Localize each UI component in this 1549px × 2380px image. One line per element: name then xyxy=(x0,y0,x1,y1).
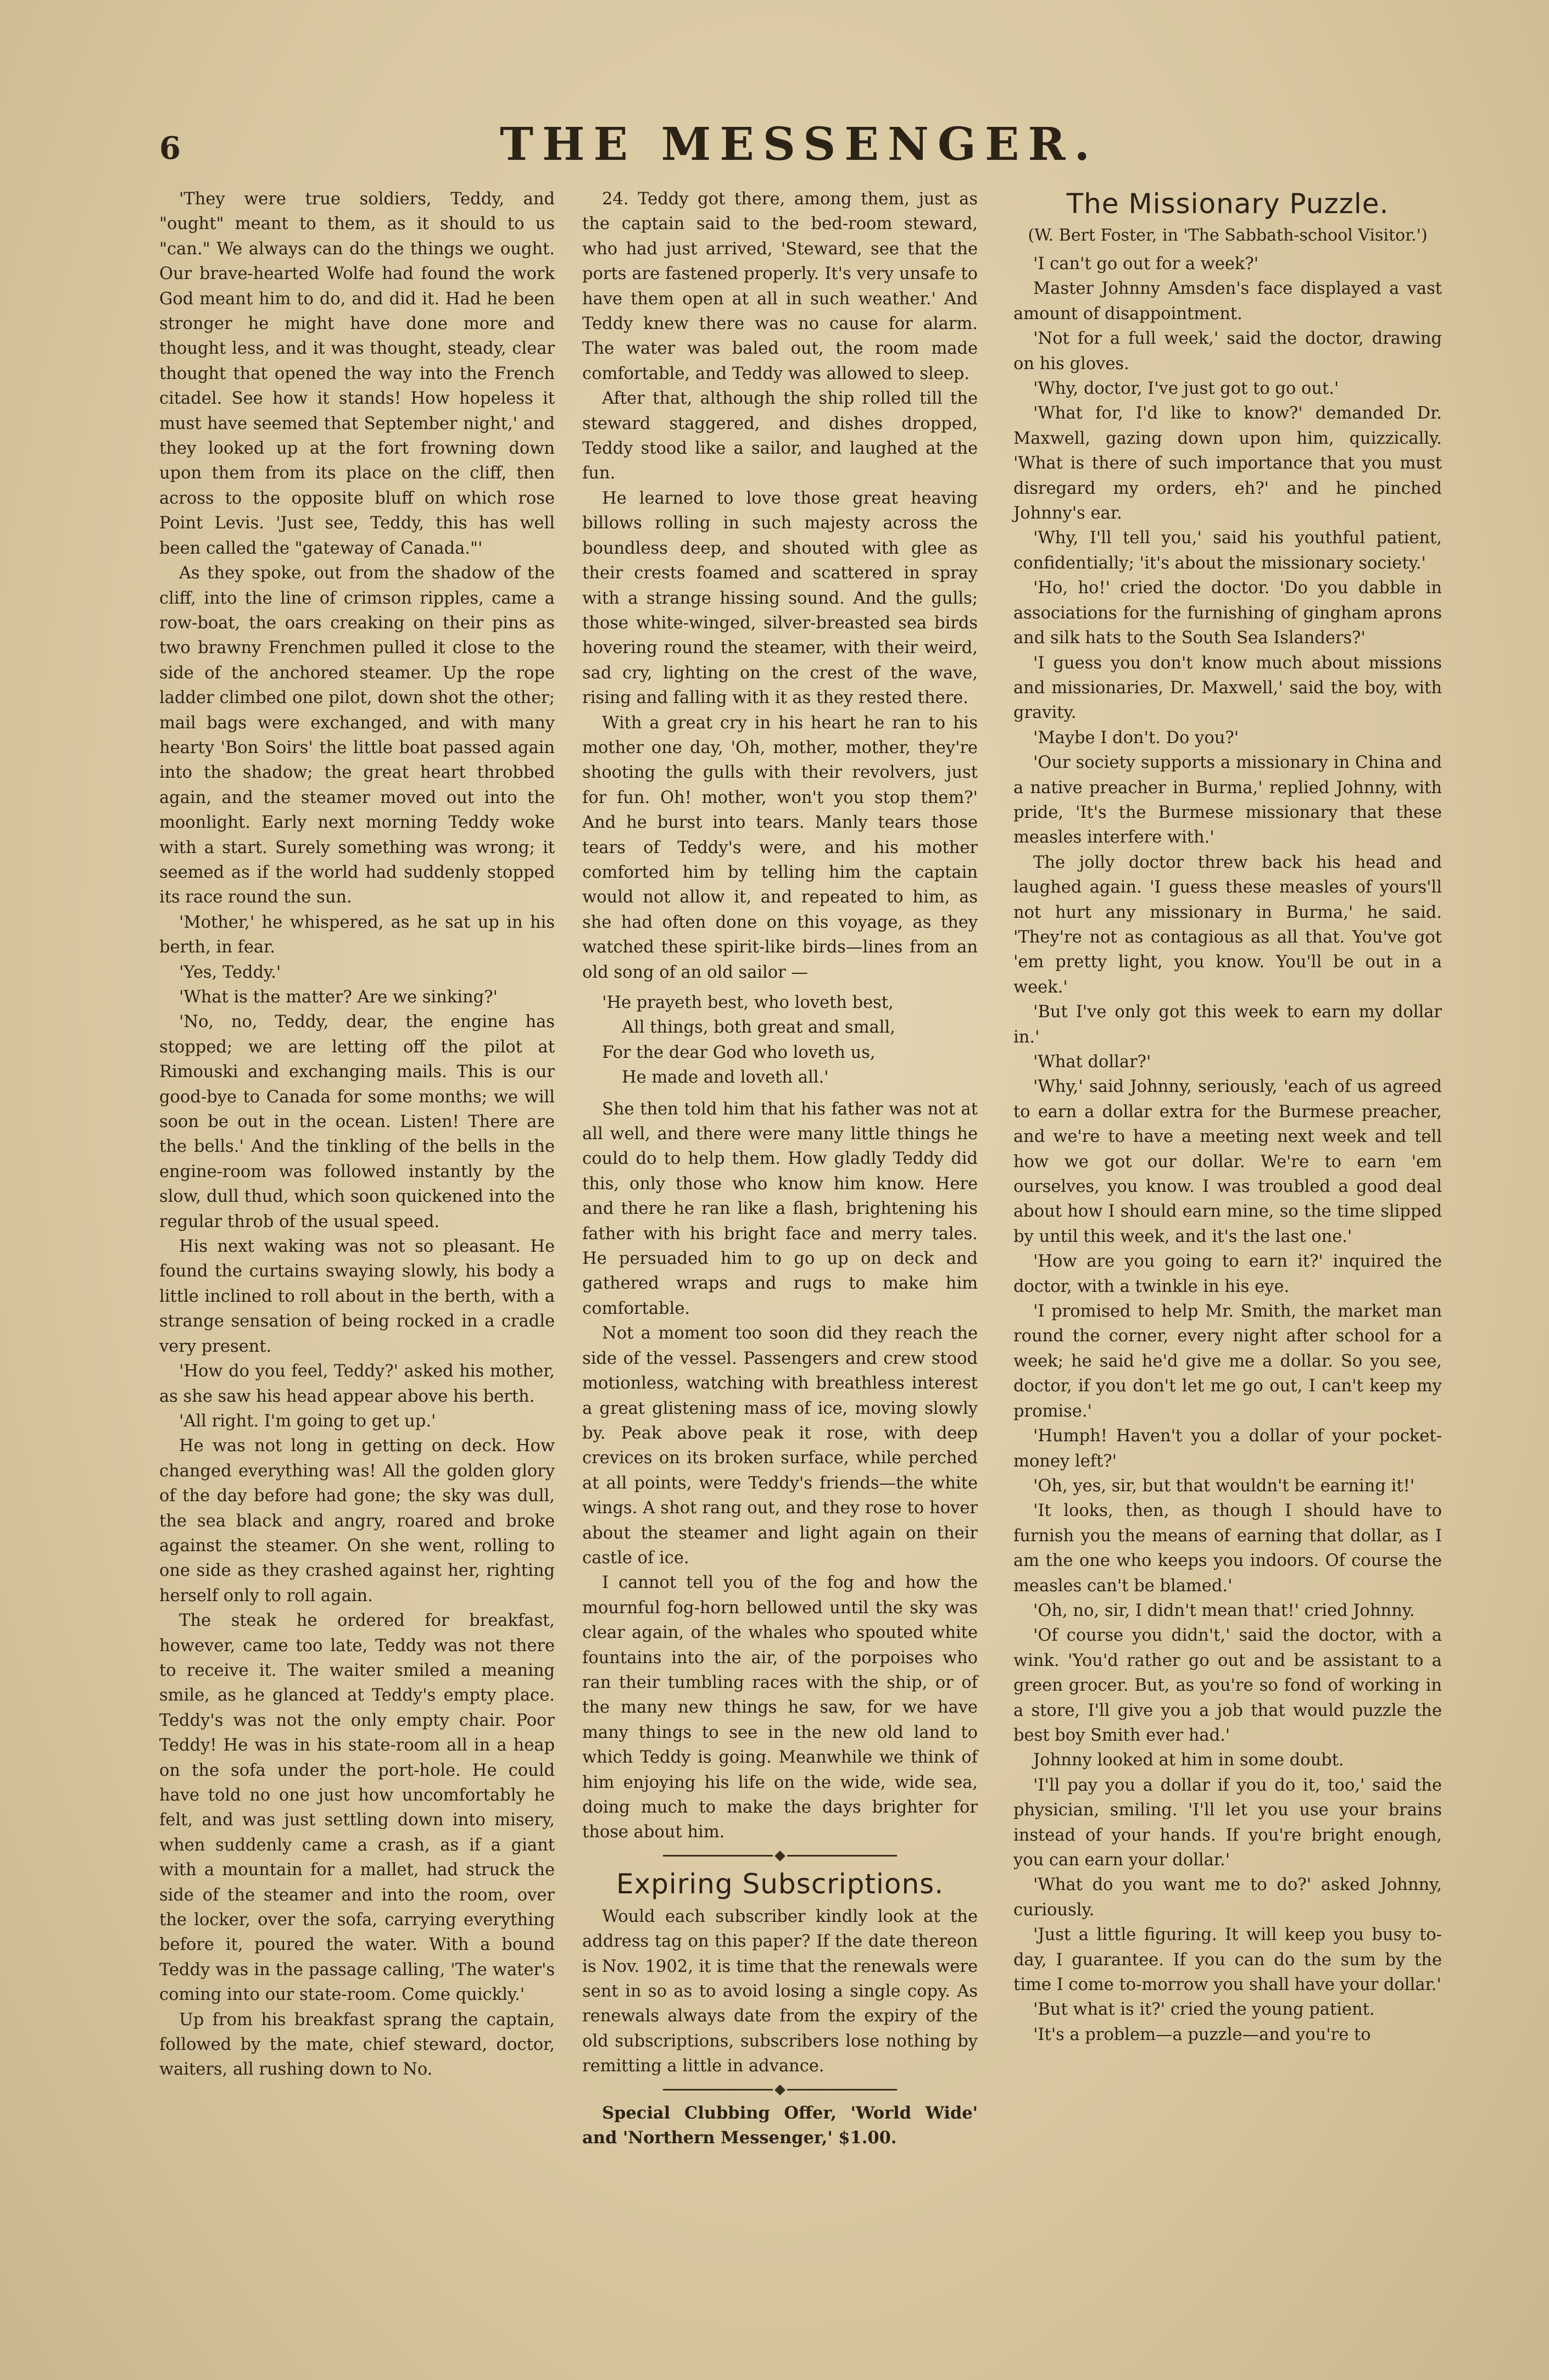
paragraph: 'What do you want me to do?' asked Johnny, curiously. xyxy=(1013,1875,1442,1920)
section-title: Expiring Subscriptions. xyxy=(616,1868,944,1900)
column-1 xyxy=(159,187,555,2082)
paragraph: His next waking was not so pleasant. He found the curtains swaying slowly, his body a little inclined to roll about in the berth, with a strange sensation of being rocked in a cradle very present. xyxy=(159,1237,555,1356)
paragraph: 'What for, I'd like to know?' demanded Dr. Maxwell, gazing down upon him, quizzically. 'What is there of such importance that you must disregard my orders, eh?' and he pinched Johnny's ear. xyxy=(1013,404,1442,523)
paragraph: 'Yes, Teddy.' xyxy=(179,962,281,982)
paragraph: 'It's a problem—a puzzle—and you're to xyxy=(1033,2025,1371,2044)
article-byline: (W. Bert Foster, in 'The Sabbath-school Visitor.') xyxy=(1028,226,1428,245)
paragraph: 'I can't go out for a week?' xyxy=(1033,254,1259,274)
paragraph: As they spoke, out from the shadow of the cliff, into the line of crimson ripples, came a row-boat, the oars creaking on their pins as two brawny Frenchmen pulled it close to the side of the anchored steamer. Up the rope ladder climbed one pilot, down shot the other; mail bags were exchanged, and with many hearty 'Bon Soirs' the little boat passed again into the shadow; the great heart throbbed again, and the steamer moved out into the moonlight. Early next morning Teddy woke with a start. Surely something was wrong; it seemed as if the world had suddenly stopped its race round the sun. xyxy=(159,564,555,907)
page-number: 6 xyxy=(159,130,181,166)
page-header xyxy=(159,118,1439,179)
ornamental-rule xyxy=(582,2079,978,2101)
paragraph: 'Why,' said Johnny, seriously, 'each of us agreed to earn a dollar extra for the Burmese preacher, and we're to have a meeting next week and tell how we got our dollar. We're to earn 'em ourselves, you know. I was troubled a good deal about how I should earn mine, so the time slipped by until this week, and it's the last one.' xyxy=(1013,1077,1442,1246)
paragraph: 'How do you feel, Teddy?' asked his mother, as she saw his head appear above his berth. xyxy=(159,1362,555,1406)
ornamental-rule xyxy=(582,1845,978,1867)
paragraph: Master Johnny Amsden's face displayed a vast amount of disappointment. xyxy=(1013,279,1442,324)
poem xyxy=(602,990,978,1090)
poem-line: 'He prayeth best, who loveth best, xyxy=(602,993,894,1012)
paragraph: 'Just a little figuring. It will keep you busy to-day, I guarantee. If you can do the sum by the time I come to-morrow you shall have your dollar.' xyxy=(1013,1925,1442,1995)
paragraph: He learned to love those great heaving billows rolling in such majesty across the boundless deep, and shouted with glee as their crests foamed and scattered in spray with a strange hissing sound. And the gulls; those white-winged, silver-breasted sea birds hovering round the steamer, with their weird, sad cry, lighting on the crest of the wave, rising and falling with it as they rested there. xyxy=(582,488,978,708)
paragraph: 24. Teddy got there, among them, just as the captain said to the bed-room steward, who had just arrived, 'Steward, see that the ports are fastened properly. It's very unsafe to have them open at all in such weather.' And Teddy knew there was no cause for alarm. The water was baled out, the room made comfortable, and Teddy was allowed to sleep. xyxy=(582,189,978,383)
paragraph: I cannot tell you of the fog and how the mournful fog-horn bellowed until the sky was clear again, of the whales who spouted white fountains into the air, of the porpoises who ran their tumbling races with the ship, or of the many new things he saw, for we have many things to see in the new old land to which Teddy is going. Meanwhile we think of him enjoying his life on the wide, wide sea, doing much to make the days brighter for those about him. xyxy=(582,1573,978,1842)
paragraph: 'Why, I'll tell you,' said his youthful patient, confidentially; 'it's about the missionary society.' xyxy=(1013,528,1442,573)
paragraph: 'Oh, no, sir, I didn't mean that!' cried Johnny. xyxy=(1033,1601,1415,1620)
clubbing-offer: Special Clubbing Offer, 'World Wide' and 'Northern Messenger,' $1.00. xyxy=(582,2103,978,2148)
paragraph: 'What dollar?' xyxy=(1033,1052,1151,1072)
poem-line: All things, both great and small, xyxy=(622,1018,895,1038)
paragraph: 'No, no, Teddy, dear, the engine has stopped; we are letting off the pilot at Rimouski and exchanging mails. This is our good-bye to Canada for some months; we will soon be out in the ocean. Listen! There are the bells.' And the tinkling of the bells in the engine-room was followed instantly by the slow, dull thud, which soon quickened into the regular throb of the usual speed. xyxy=(159,1012,555,1231)
poem-line: For the dear God who loveth us, xyxy=(602,1043,876,1062)
paragraph: 'All right. I'm going to get up.' xyxy=(179,1411,436,1431)
paragraph: 'Our society supports a missionary in China and a native preacher in Burma,' replied Johnny, with pride, 'It's the Burmese missionary that these measles interfere with.' xyxy=(1013,753,1442,848)
paragraph: He was not long in getting on deck. How changed everything was! All the golden glory of the day before had gone; the sky was dull, the sea black and angry, roared and broke against the steamer. On she went, rolling to one side as they crashed against her, righting herself only to roll again. xyxy=(159,1436,555,1606)
paragraph: 'How are you going to earn it?' inquired the doctor, with a twinkle in his eye. xyxy=(1013,1252,1442,1296)
paragraph: 'Of course you didn't,' said the doctor, with a wink. 'You'd rather go out and be assistant to a green grocer. But, as you're so fond of working in a store, I'll give you a job that would puzzle the best boy Smith ever had.' xyxy=(1013,1626,1442,1745)
paragraph: The steak he ordered for breakfast, however, came too late, Teddy was not there to receive it. The waiter smiled a meaning smile, as he glanced at Teddy's empty place. Teddy's was not the only empty chair. Poor Teddy! He was in his state-room all in a heap on the sofa under the port-hole. He could have told no one just how uncomfortably he felt, and was just settling down into misery, when suddenly came a crash, as if a giant with a mountain for a mallet, had struck the side of the steamer and into the room, over the locker, over the sofa, carrying everything before it, poured the water. With a bound Teddy was in the passage calling, 'The water's coming into our state-room. Come quickly.' xyxy=(159,1611,555,2005)
paragraph: 'Not for a full week,' said the doctor, drawing on his gloves. xyxy=(1013,329,1442,374)
column-3 xyxy=(1013,187,1442,2047)
paragraph: 'Maybe I don't. Do you?' xyxy=(1033,728,1239,748)
paragraph: 'What is the matter? Are we sinking?' xyxy=(179,988,498,1007)
paragraph: 'I promised to help Mr. Smith, the market man round the corner, every night after school for a week; he said he'd give me a dollar. So you see, doctor, if you don't let me go out, I can't keep my promise.' xyxy=(1013,1302,1442,1421)
paragraph: 'I guess you don't know much about missions and missionaries, Dr. Maxwell,' said the boy, with gravity. xyxy=(1013,653,1442,723)
paragraph: Up from his breakfast sprang the captain, followed by the mate, chief steward, doctor, waiters, all rushing down to No. xyxy=(159,2010,555,2080)
paragraph: 'It looks, then, as though I should have to furnish you the means of earning that dollar, as I am the one who keeps you indoors. Of course the measles can't be blamed.' xyxy=(1013,1501,1442,1596)
paragraph: The jolly doctor threw back his head and laughed again. 'I guess these measles of yours'll not hurt any missionary in Burma,' he said. 'They're not as contagious as all that. You've got 'em pretty light, you know. You'll be out in a week.' xyxy=(1013,852,1442,997)
paragraph: 'But what is it?' cried the young patient. xyxy=(1033,2000,1375,2020)
masthead: THE MESSENGER. xyxy=(499,118,1099,171)
poem-line: He made and loveth all.' xyxy=(622,1068,829,1088)
paragraph: 'Why, doctor, I've just got to go out.' xyxy=(1033,379,1339,399)
paragraph: With a great cry in his heart he ran to his mother one day, 'Oh, mother, mother, they're shooting the gulls with their revolvers, just for fun. Oh! mother, won't you stop them?' And he burst into tears. Manly tears those tears of Teddy's were, and his mother comforted him by telling him the captain would not allow it, and repeated to him, as she had often done on this voyage, as they watched these spirit-like birds—lines from an old song of an old sailor — xyxy=(582,713,978,982)
paragraph: 'I'll pay you a dollar if you do it, too,' said the physician, smiling. 'I'll let you use your brains instead of your hands. If you're bright enough, you can earn your dollar.' xyxy=(1013,1775,1442,1870)
paragraph: She then told him that his father was not at all well, and there were many little things he could do to help them. How gladly Teddy did this, only those who know him know. Here and there he ran like a flash, brightening his father with his bright face and merry tales. He persuaded him to go up on deck and gathered wraps and rugs to make him comfortable. xyxy=(582,1099,978,1318)
paragraph: Would each subscriber kindly look at the address tag on this paper? If the date thereon is Nov. 1902, it is time that the renewals were sent in so as to avoid losing a single copy. As renewals always date from the expiry of the old subscriptions, subscribers lose nothing by remitting a little in advance. xyxy=(582,1907,978,2076)
article-title: The Missionary Puzzle. xyxy=(1066,188,1389,220)
paragraph: Johnny looked at him in some doubt. xyxy=(1033,1751,1344,1770)
paragraph: 'Ho, ho!' cried the doctor. 'Do you dabble in associations for the furnishing of gingham aprons and silk hats to the South Sea Islanders?' xyxy=(1013,578,1442,648)
paragraph: 'But I've only got this week to earn my dollar in.' xyxy=(1013,1002,1442,1047)
paragraph: After that, although the ship rolled till the steward staggered, and dishes dropped, Teddy stood like a sailor, and laughed at the fun. xyxy=(582,389,978,483)
paragraph: Not a moment too soon did they reach the side of the vessel. Passengers and crew stood motionless, watching with breathless interest a great glistening mass of ice, moving slowly by. Peak above peak it rose, with deep crevices on its broken surface, while perched at all points, were Teddy's friends—the white wings. A shot rang out, and they rose to hover about the steamer and light again on their castle of ice. xyxy=(582,1324,978,1568)
paragraph: 'Humph! Haven't you a dollar of your pocket-money left?' xyxy=(1013,1426,1442,1471)
paragraph: 'Mother,' he whispered, as he sat up in his berth, in fear. xyxy=(159,912,555,957)
paragraph: 'They were true soldiers, Teddy, and "ought" meant to them, as it should to us "can." We always can do the things we ought. Our brave-hearted Wolfe had found the work God meant him to do, and did it. Had he been stronger he might have done more and thought less, and it was thought, steady, clear thought that opened the way into the French citadel. See how it stands! How hopeless it must have seemed that September night,' and they looked up at the fort frowning down upon them from its place on the cliff, then across to the opposite bluff on which rose Point Levis. 'Just see, Teddy, this has well been called the "gateway of Canada."' xyxy=(159,189,555,558)
paragraph: 'Oh, yes, sir, but that wouldn't be earning it!' xyxy=(1033,1476,1415,1496)
column-2 xyxy=(582,187,978,2150)
